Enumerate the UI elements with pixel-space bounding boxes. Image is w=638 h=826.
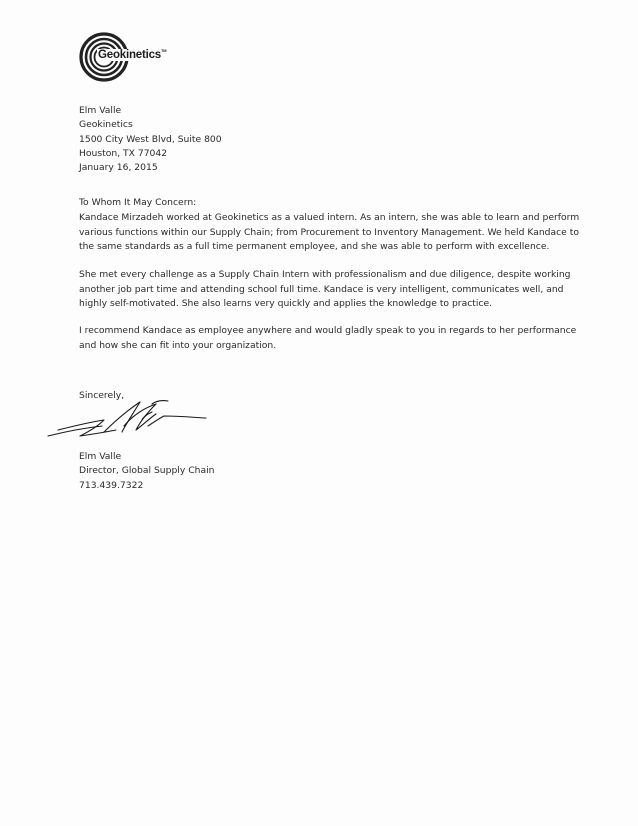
sender-street: 1500 City West Blvd, Suite 800 [79, 133, 222, 145]
paragraph-line: highly self-motivated. She also learns very quickly and applies the knowledge to practice. [79, 298, 493, 310]
paragraph-line: Kandace Mirzadeh worked at Geokinetics as a valued intern. As an intern, she was able to learn and perform [79, 212, 580, 223]
sender-name: Elm Valle [79, 105, 122, 116]
signer-phone: 713.439.7322 [79, 479, 144, 491]
letter-date: January 16, 2015 [79, 162, 158, 174]
signer-title: Director, Global Supply Chain [79, 465, 215, 477]
logo-wordmark: Geokinetics™ [98, 48, 167, 61]
signature-block [79, 450, 214, 493]
salutation: To Whom It May Concern: [79, 197, 197, 208]
paragraph-3 [79, 324, 577, 353]
paragraph-line: another job part time and attending school full time. Kandace is very intelligent, communicates well, and [79, 283, 564, 295]
handwritten-signature [44, 396, 214, 442]
paragraph-1 [79, 211, 580, 255]
paragraph-2 [79, 268, 571, 312]
sender-city-state-zip: Houston, TX 77042 [79, 147, 168, 159]
sender-company: Geokinetics [79, 119, 133, 131]
sender-address-block [79, 104, 222, 175]
signature-scribble-icon [44, 396, 214, 442]
paragraph-line: the same standards as a full time permanent employee, and she was able to perform with excellence. [79, 241, 550, 253]
paragraph-line: and how she can fit into your organization. [79, 339, 277, 351]
closing: Sincerely, [79, 390, 125, 401]
paragraph-line: I recommend Kandace as employee anywhere and would gladly speak to you in regards to her performance [79, 325, 577, 336]
signer-name: Elm Valle [79, 451, 122, 462]
paragraph-line: various functions within our Supply Chain; from Procurement to Inventory Management. We held Kandace to [79, 226, 579, 238]
paragraph-line: She met every challenge as a Supply Chain Intern with professionalism and due diligence, despite working [79, 269, 571, 280]
geokinetics-logo [74, 20, 184, 82]
